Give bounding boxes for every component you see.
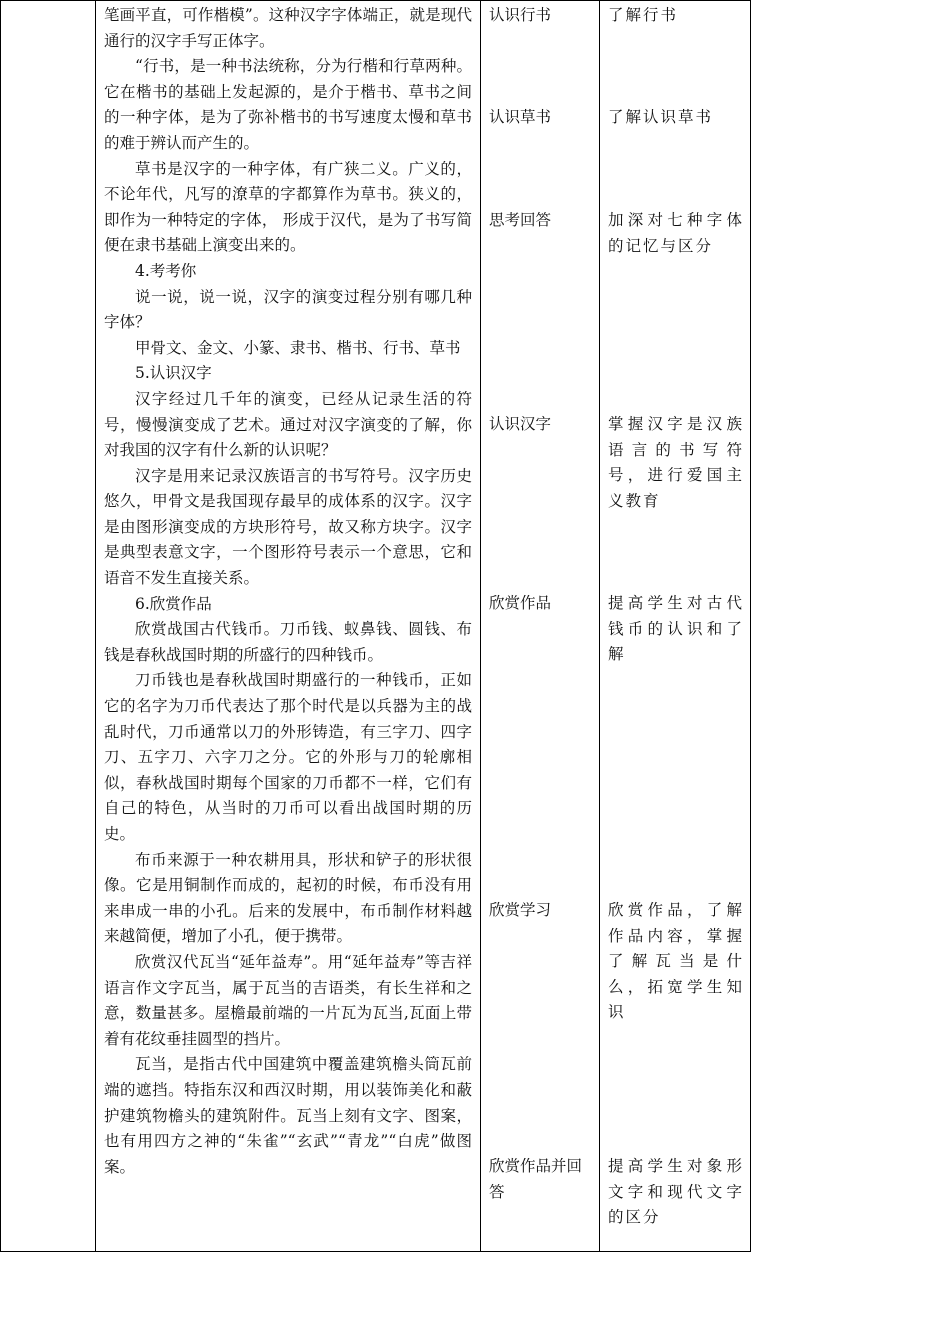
paragraph-coins: 欣赏战国古代钱币。刀币钱、蚁鼻钱、圆钱、布钱是春秋战国时期的所盛行的四种钱币。 — [104, 620, 472, 664]
paragraph-hanzi-answer: 汉字是用来记录汉族语言的书写符号。汉字历史悠久，甲骨文是我国现存最早的成体系的汉字。汉字是由图形演变成的方块形符号，故又称方块字。汉字是典型表意文字，一个图形符号表示一个意思，它和语音不发生直接关系。 — [104, 466, 472, 588]
paragraph-caoshu: 草书是汉字的一种字体，有广狭二义。广义的，不论年代，凡写的潦草的字都算作为草书。狭义的，即作为一种特定的字体， 形成于汉代，是为了书写简便在隶书基础上演变出来的。 — [104, 159, 472, 255]
paragraph-bubi: 布币来源于一种农耕用具，形状和铲子的形状很像。它是用铜制作而成的，起初的时候，布币没有用来串成一串的小孔。后来的发展中，布币制作材料越来越简便，增加了小孔，便于携带。 — [104, 850, 472, 946]
intent-item: 了解行书 — [608, 6, 679, 24]
paragraph-answer: 甲骨文、金文、小篆、隶书、楷书、行书、草书 — [135, 338, 461, 357]
activity-item: 欣赏作品 — [489, 594, 552, 612]
teaching-content — [96, 1, 480, 1180]
paragraph-xingshu: “行书，是一种书法统称，分为行楷和行草两种。它在楷书的基础上发起源的，是介于楷书、草书之间的一种字体，是为了弥补楷书的书写速度太慢和草书的难于辨认而产生的。 — [104, 57, 472, 152]
activity-item: 认识汉字 — [489, 415, 552, 433]
paragraph-wadang-yannian: 欣赏汉代瓦当“延年益寿”。用“延年益寿”等吉祥语言作文字瓦当，属于瓦当的吉语类，有长生祥和之意，数量甚多。屋檐最前端的一片瓦为瓦当,瓦面上带着有花纹垂挂圆型的挡片。 — [104, 952, 472, 1048]
table-row — [1, 1, 751, 1252]
blank-column-cell — [1, 1, 96, 1252]
design-intent-cell — [600, 1, 751, 1252]
student-activity-cell — [481, 1, 600, 1252]
intent-item: 提高学生对古代钱币的认识和了解 — [608, 594, 744, 664]
activity-item: 认识行书 — [489, 6, 552, 24]
paragraph-wadang-definition: 瓦当，是指古代中国建筑中覆盖建筑檐头筒瓦前端的遮挡。特指东汉和西汉时期，用以装饰美化和蔽护建筑物檐头的建筑附件。瓦当上刻有文字、图案，也有用四方之神的“朱雀”“玄武”“青龙”“白虎”做图案。 — [104, 1055, 472, 1176]
section-heading-renshi-hanzi: 5.认识汉字 — [135, 364, 212, 383]
activity-item: 欣赏作品并回答 — [489, 1157, 583, 1201]
paragraph-hanzi-question: 汉字经过几千年的演变，已经从记录生活的符号，慢慢演变成了艺术。通过对汉字演变的了解，你对我国的汉字有什么新的认识呢？ — [104, 389, 472, 460]
paragraph-question: 说一说，说一说，汉字的演变过程分别有哪几种字体？ — [104, 287, 472, 332]
intent-item: 欣赏作品，了解作品内容，掌握了解瓦当是什么，拓宽学生知识 — [608, 901, 744, 1022]
activity-item: 认识草书 — [489, 108, 552, 126]
intent-item: 掌握汉字是汉族语言的书写符号，进行爱国主义教育 — [608, 415, 744, 510]
intent-item: 加深对七种字体的记忆与区分 — [608, 211, 744, 255]
intent-item: 提高学生对象形文字和现代文字的区分 — [608, 1157, 744, 1227]
activity-item: 思考回答 — [489, 211, 552, 229]
section-heading-xinshang: 6.欣赏作品 — [135, 594, 212, 613]
section-heading-kaokaoni: 4.考考你 — [135, 261, 197, 280]
teaching-content-cell — [96, 1, 481, 1252]
intent-item: 了解认识草书 — [608, 108, 714, 126]
paragraph-daobi: 刀币钱也是春秋战国时期盛行的一种钱币，正如它的名字为刀币代表达了那个时代是以兵器为主的战乱时代，刀币通常以刀的外形铸造，有三字刀、四字刀、五字刀、六字刀之分。它的外形与刀的轮廓相似，春秋战国时期每个国家的刀币都不一样，它们有自己的特色，从当时的刀币可以看出战国时期的历史。 — [104, 671, 472, 843]
paragraph-kaishu-end: 笔画平直，可作楷模”。这种汉字字体端正，就是现代通行的汉字手写正体字。 — [104, 6, 472, 50]
activity-item: 欣赏学习 — [489, 901, 552, 919]
